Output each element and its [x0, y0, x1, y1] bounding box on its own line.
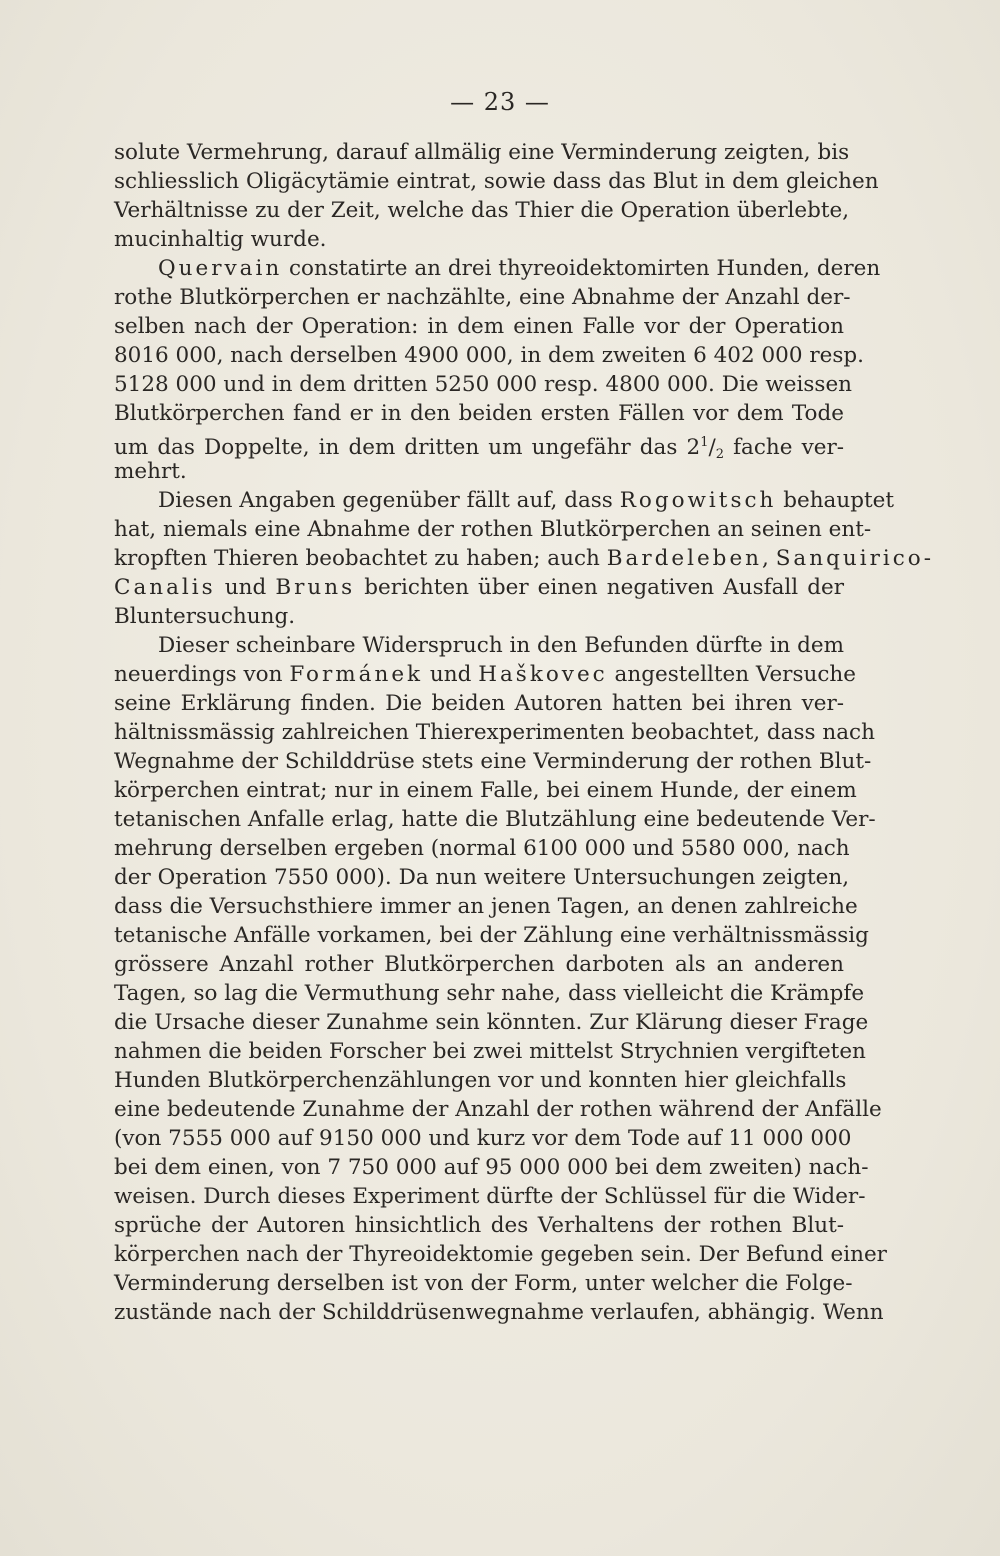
- subscript: 2: [715, 447, 724, 462]
- text-segment: neuerdings von: [114, 662, 290, 687]
- text-line: [114, 225, 844, 254]
- spaced-name: Haškovec: [478, 662, 608, 687]
- text-line: [114, 167, 879, 196]
- text-segment: rothe Blutkörperchen er nachzählte, eine Abnahme der Anzahl der-: [114, 285, 851, 310]
- text-line: [114, 689, 844, 718]
- text-line: [114, 1124, 852, 1153]
- text-segment: bei dem einen, von 7 750 000 auf 95 000 000 bei dem zweiten) nach-: [114, 1155, 869, 1180]
- text-segment: Hunden Blutkörperchenzählungen vor und konnten hier gleichfalls: [114, 1068, 847, 1093]
- text-segment: fache ver-: [724, 435, 844, 460]
- text-line: [114, 1240, 887, 1269]
- spaced-name: Sanquirico-: [775, 546, 934, 571]
- spaced-name: Bruns: [275, 575, 356, 600]
- text-segment: (von 7555 000 auf 9150 000 und kurz vor dem Tode auf 11 000 000: [114, 1126, 852, 1151]
- text-segment: körperchen nach der Thyreoidektomie gegeben sein. Der Befund einer: [114, 1242, 887, 1267]
- text-line: [114, 1211, 844, 1240]
- text-segment: behauptet: [776, 488, 894, 513]
- spaced-name: Quervain: [158, 256, 283, 281]
- text-line: [114, 660, 856, 689]
- superscript: 1: [700, 435, 709, 450]
- text-segment: nahmen die beiden Forscher bei zwei mittelst Strychnien vergifteten: [114, 1039, 866, 1064]
- text-segment: körperchen eintrat; nur in einem Falle, bei einem Hunde, der einem: [114, 778, 857, 803]
- text-segment: ,: [762, 546, 776, 571]
- text-line: [114, 747, 872, 776]
- text-segment: Diesen Angaben gegenüber fällt auf, dass: [158, 488, 620, 513]
- text-segment: weisen. Durch dieses Experiment dürfte der Schlüssel für die Wider-: [114, 1184, 866, 1209]
- text-line: [114, 631, 844, 660]
- text-line: [114, 1066, 847, 1095]
- text-segment: /: [708, 435, 716, 460]
- text-line: [114, 776, 857, 805]
- text-segment: Wegnahme der Schilddrüse stets eine Verminderung der rothen Blut-: [114, 749, 872, 774]
- text-segment: seine Erklärung finden. Die beiden Autoren hatten bei ihren ver-: [114, 691, 844, 716]
- text-segment: Verminderung derselben ist von der Form, unter welcher die Folge-: [114, 1271, 853, 1296]
- text-segment: um das Doppelte, in dem dritten um ungefähr das 2: [114, 435, 701, 460]
- text-line: [114, 486, 894, 515]
- text-segment: mucinhaltig wurde.: [114, 227, 327, 252]
- spaced-name: Canalis: [114, 575, 216, 600]
- text-line: [114, 544, 934, 573]
- text-line: [114, 573, 844, 602]
- text-line: [114, 254, 881, 283]
- text-line: [114, 950, 844, 979]
- text-line: [114, 718, 875, 747]
- text-segment: kropften Thieren beobachtet zu haben; auch: [114, 546, 607, 571]
- text-segment: der Operation 7550 000). Da nun weitere Untersuchungen zeigten,: [114, 865, 850, 890]
- text-segment: mehrung derselben ergeben (normal 6100 000 und 5580 000, nach: [114, 836, 850, 861]
- text-line: [114, 1298, 884, 1327]
- text-line: [114, 834, 850, 863]
- text-segment: 8016 000, nach derselben 4900 000, in dem zweiten 6 402 000 resp.: [114, 343, 864, 368]
- text-line: [114, 1269, 853, 1298]
- text-segment: Blutkörperchen fand er in den beiden ersten Fällen vor dem Tode: [114, 401, 844, 426]
- text-line: [114, 457, 844, 486]
- text-segment: hältnissmässig zahlreichen Thierexperimenten beobachtet, dass nach: [114, 720, 875, 745]
- text-segment: und: [423, 662, 479, 687]
- body-text: [114, 138, 934, 1327]
- text-segment: dass die Versuchsthiere immer an jenen Tagen, an denen zahlreiche: [114, 894, 858, 919]
- text-segment: zustände nach der Schilddrüsenwegnahme verlaufen, abhängig. Wenn: [114, 1300, 884, 1325]
- text-line: [114, 196, 850, 225]
- text-line: [114, 1095, 882, 1124]
- text-line: [114, 1153, 869, 1182]
- text-segment: berichten über einen negativen Ausfall der: [355, 575, 844, 600]
- text-segment: und: [215, 575, 276, 600]
- text-segment: schliesslich Oligäcytämie eintrat, sowie dass das Blut in dem gleichen: [114, 169, 879, 194]
- text-line: [114, 312, 844, 341]
- text-segment: Bluntersuchung.: [114, 604, 296, 629]
- text-segment: angestellten Versuche: [607, 662, 856, 687]
- text-segment: solute Vermehrung, darauf allmälig eine Verminderung zeigten, bis: [114, 140, 850, 165]
- text-line: [114, 399, 844, 428]
- spaced-name: Rogowitsch: [619, 488, 777, 513]
- text-line: [114, 1008, 869, 1037]
- page-number: — 23 —: [450, 88, 550, 116]
- text-line: [114, 892, 858, 921]
- text-line: [114, 283, 851, 312]
- text-segment: constatirte an drei thyreoidektomirten Hunden, deren: [282, 256, 881, 281]
- text-line: [114, 863, 850, 892]
- text-segment: Dieser scheinbare Widerspruch in den Befunden dürfte in dem: [158, 633, 845, 658]
- text-line: [114, 805, 876, 834]
- text-line: [114, 979, 865, 1008]
- text-line: [114, 1037, 866, 1066]
- text-line: [114, 138, 850, 167]
- spaced-name: Bardeleben: [606, 546, 763, 571]
- text-segment: tetanischen Anfalle erlag, hatte die Blutzählung eine bedeutende Ver-: [114, 807, 876, 832]
- text-segment: grössere Anzahl rother Blutkörperchen darboten als an anderen: [114, 952, 844, 977]
- text-segment: tetanische Anfälle vorkamen, bei der Zählung eine verhältnissmässig: [114, 923, 869, 948]
- text-line: [114, 428, 844, 462]
- text-line: [114, 921, 869, 950]
- text-line: [114, 1182, 866, 1211]
- text-segment: sprüche der Autoren hinsichtlich des Verhaltens der rothen Blut-: [114, 1213, 844, 1238]
- text-segment: Tagen, so lag die Vermuthung sehr nahe, dass vielleicht die Krämpfe: [114, 981, 865, 1006]
- text-segment: hat, niemals eine Abnahme der rothen Blutkörperchen an seinen ent-: [114, 517, 872, 542]
- text-line: [114, 341, 864, 370]
- text-line: [114, 515, 872, 544]
- spaced-name: Formánek: [289, 662, 424, 687]
- text-segment: mehrt.: [114, 459, 187, 484]
- text-segment: die Ursache dieser Zunahme sein könnten. Zur Klärung dieser Frage: [114, 1010, 869, 1035]
- text-line: [114, 370, 853, 399]
- text-line: [114, 602, 844, 631]
- text-segment: eine bedeutende Zunahme der Anzahl der rothen während der Anfälle: [114, 1097, 882, 1122]
- text-segment: 5128 000 und in dem dritten 5250 000 resp. 4800 000. Die weissen: [114, 372, 853, 397]
- text-segment: selben nach der Operation: in dem einen Falle vor der Operation: [114, 314, 844, 339]
- text-segment: Verhältnisse zu der Zeit, welche das Thier die Operation überlebte,: [114, 198, 850, 223]
